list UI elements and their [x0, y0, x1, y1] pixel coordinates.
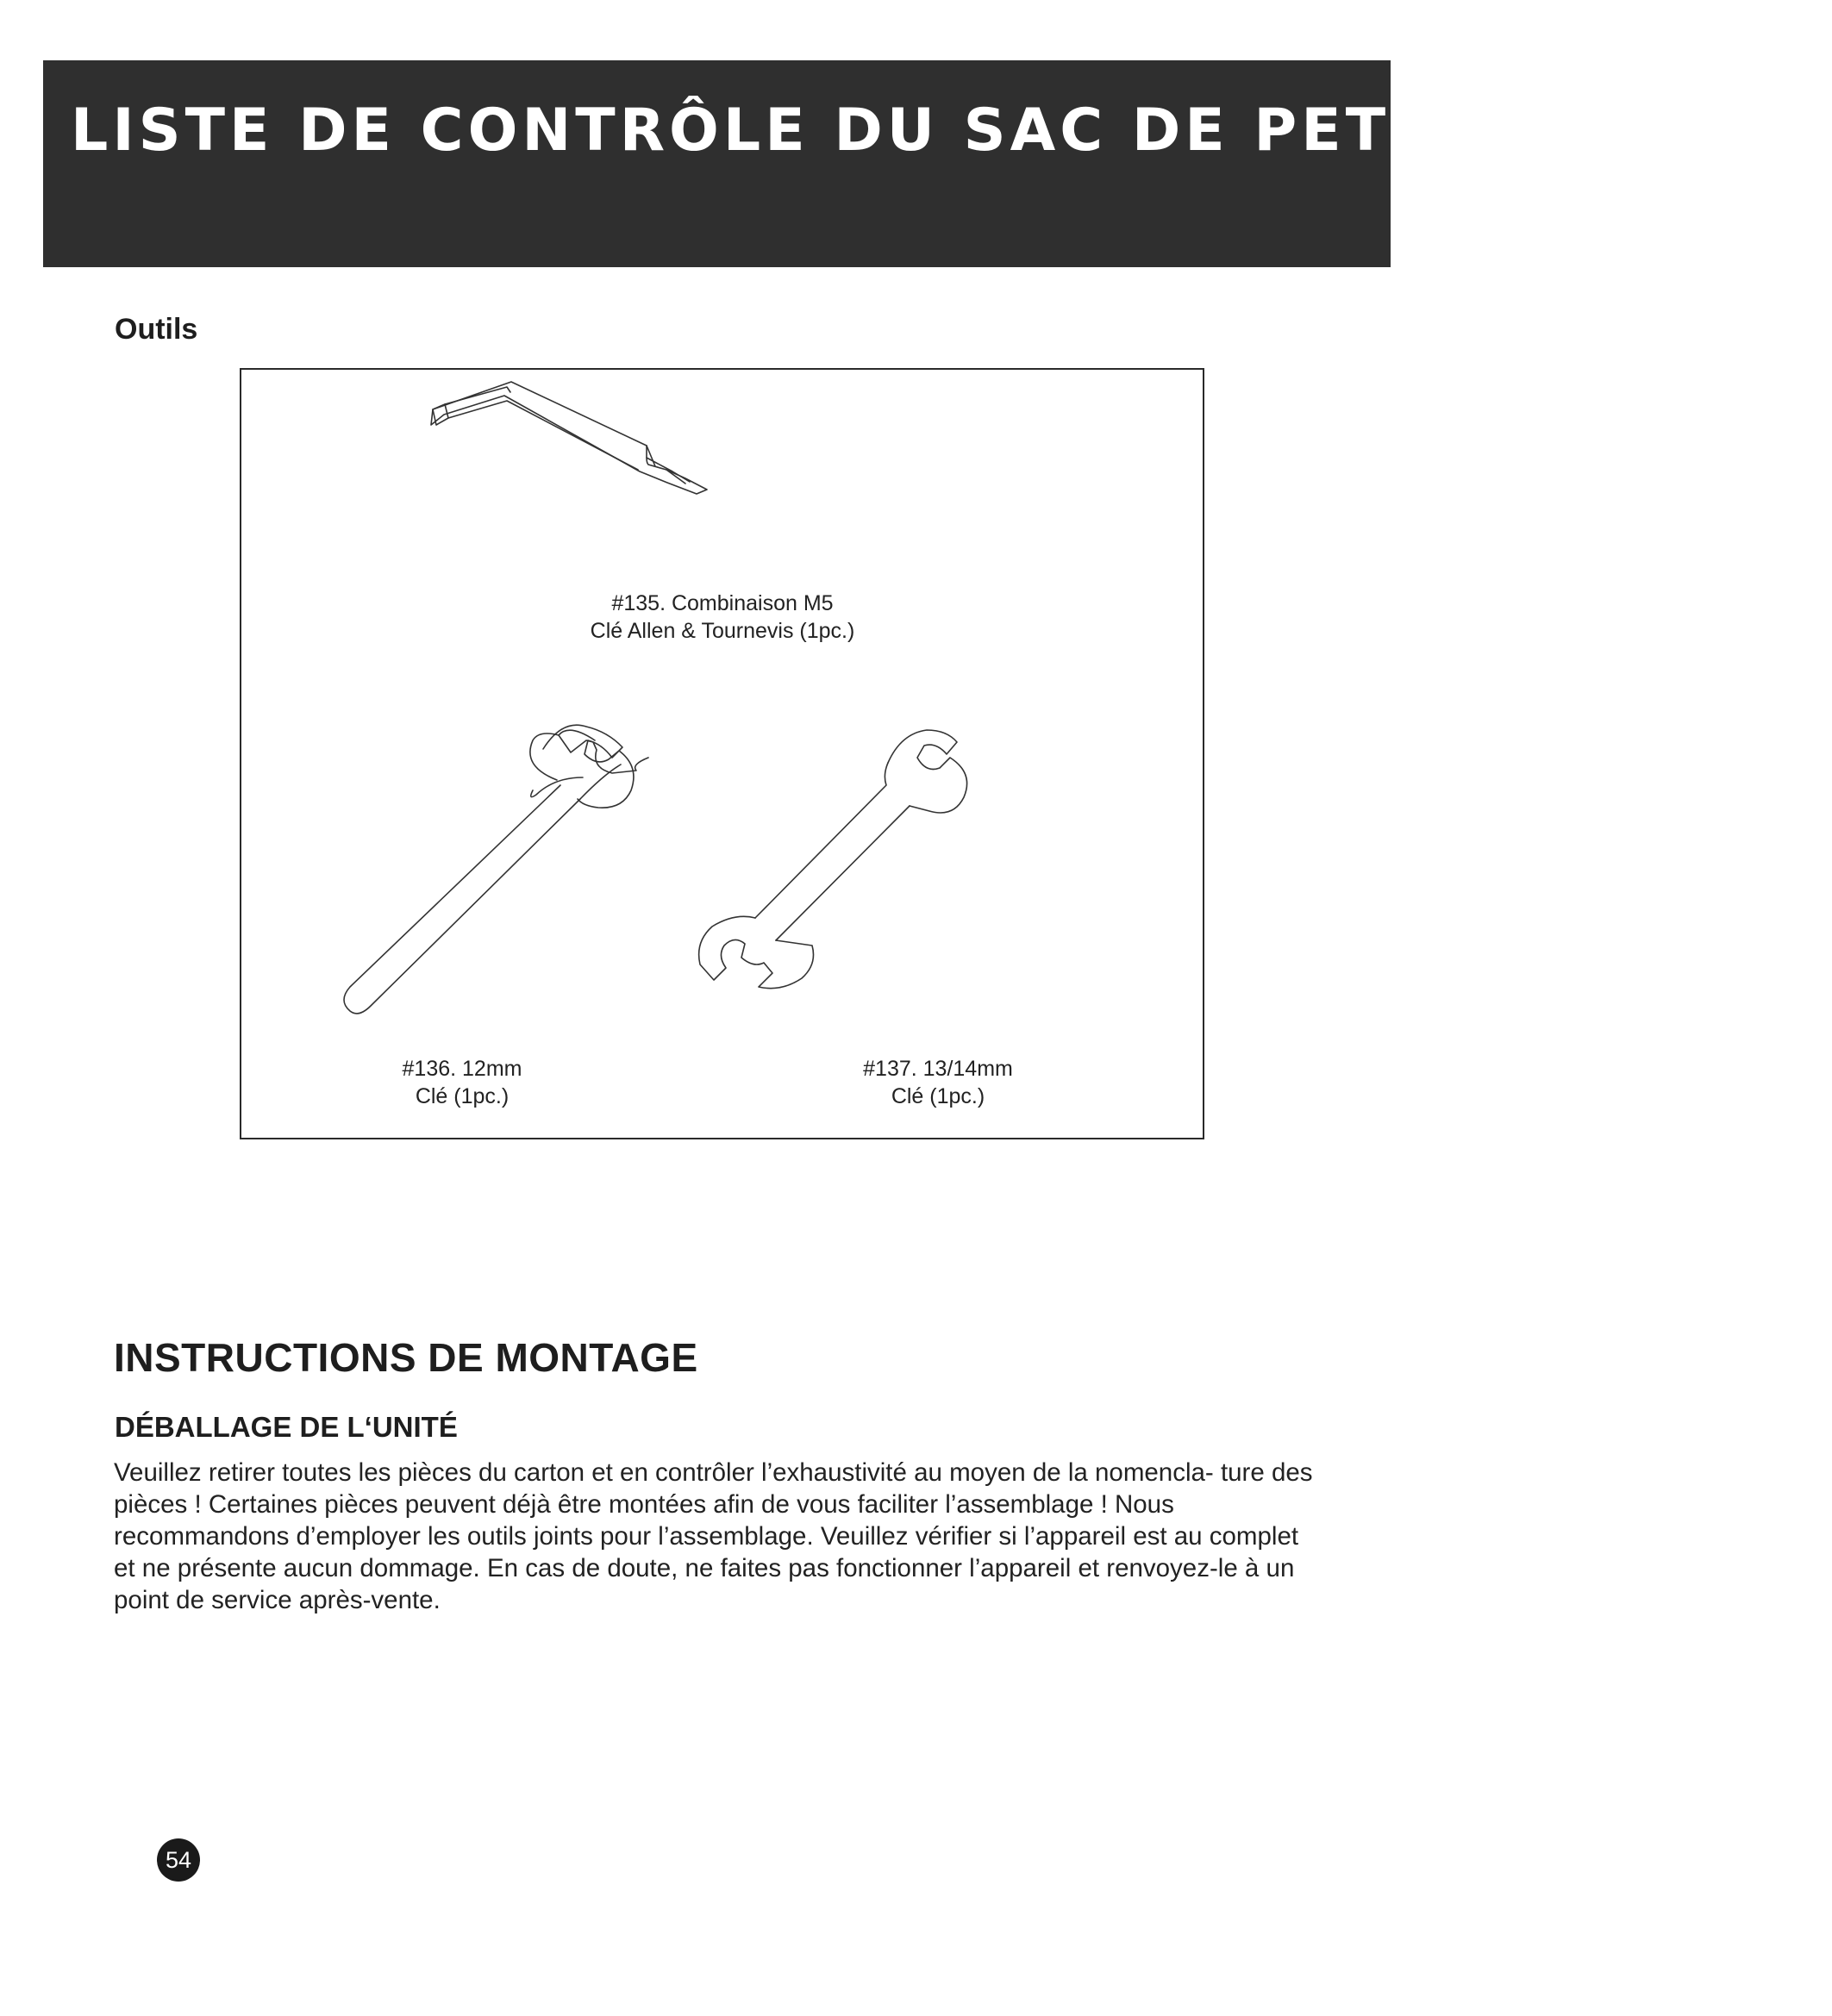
tool-136-description: Clé (1pc.) — [415, 1084, 510, 1108]
page-title: LISTE DE CONTRÔLE DU SAC DE PETITES PIÈCES — [71, 97, 1832, 165]
allen-key-screwdriver-icon — [431, 382, 707, 494]
page-number-badge: 54 — [157, 1838, 200, 1882]
tools-section-label: Outils — [115, 313, 198, 346]
tool-137-number: #137. 13/14mm — [863, 1057, 1013, 1081]
tool-135-number: #135. Combinaison M5 — [611, 591, 834, 615]
assembly-instructions-heading: INSTRUCTIONS DE MONTAGE — [114, 1335, 698, 1380]
tools-illustration-box — [240, 368, 1204, 1139]
tools-drawing — [241, 370, 1206, 1141]
tool-135-description: Clé Allen & Tournevis (1pc.) — [590, 619, 855, 643]
tool-136-caption — [324, 1055, 600, 1110]
tool-136-number: #136. 12mm — [402, 1057, 522, 1081]
tool-137-description: Clé (1pc.) — [891, 1084, 985, 1108]
unpacking-subheading: DÉBALLAGE DE L‘UNITÉ — [115, 1411, 458, 1443]
double-wrench-icon — [699, 730, 967, 989]
tool-135-caption — [541, 590, 903, 645]
unpacking-paragraph: Veuillez retirer toutes les pièces du carton et en contrôler l’exhaustivité au moyen de la nomencla- ture des pièces ! Certaines pièces peuvent déjà être montées afin de vous faciliter l’assemblage ! Nous recommandons d’employer les outils joints pour l’assemblage. Veuillez vérifier si l’appareil est au complet et ne présente aucun dommage. En cas de doute, ne faites pas fonctionner l’appareil et renvoyez-le à un point de service après-vente. — [114, 1458, 1313, 1614]
tool-137-caption — [800, 1055, 1076, 1110]
wrench-12mm-icon — [344, 725, 648, 1014]
